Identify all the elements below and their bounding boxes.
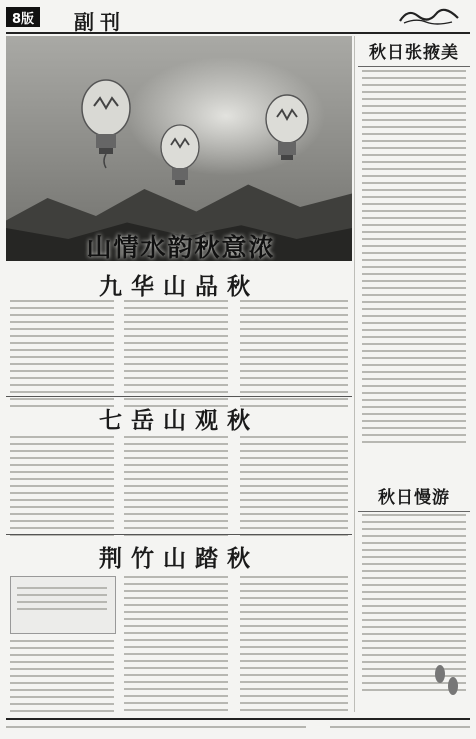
column-divider (354, 36, 355, 712)
lightbulb-icon (76, 76, 136, 171)
poem-box (10, 576, 116, 634)
sidebar-column (358, 36, 470, 706)
article-qiyue (6, 402, 352, 435)
section-name: 副刊 (74, 10, 126, 34)
masthead-logo-icon (396, 6, 466, 26)
article-qiyue-text (10, 436, 114, 541)
footprints-icon (430, 660, 464, 700)
hero-title: 山情水韵秋意浓 (86, 233, 276, 261)
section-divider (6, 534, 352, 535)
hero-illustration (6, 36, 352, 261)
article-jiuhua (6, 268, 352, 301)
article-headline: 七岳山观秋 (99, 407, 259, 434)
footer-text-left (6, 726, 306, 728)
masthead-logo (392, 4, 470, 28)
article-qiyue-text (240, 436, 348, 541)
article-jingzhu-text (240, 576, 348, 716)
page-header (6, 4, 470, 34)
article-headline: 荆竹山踏秋 (99, 545, 259, 572)
edition-number: 8版 (6, 7, 40, 27)
page-footer (6, 718, 470, 736)
poem-text (17, 587, 107, 615)
article-jingzhu-text (124, 576, 228, 716)
article-qiyue-text (124, 436, 228, 541)
lightbulb-icon (156, 121, 204, 199)
article-headline: 九华山品秋 (99, 273, 259, 300)
sidebar-text-1 (362, 70, 466, 448)
footer-text-right (330, 726, 470, 728)
sidebar-title-2: 秋日慢游 (358, 481, 470, 512)
sidebar-title-1: 秋日张掖美 (358, 36, 470, 67)
section-divider (6, 396, 352, 397)
article-jingzhu (6, 540, 352, 573)
article-jingzhu-text (10, 640, 114, 717)
lightbulb-icon (261, 91, 313, 176)
